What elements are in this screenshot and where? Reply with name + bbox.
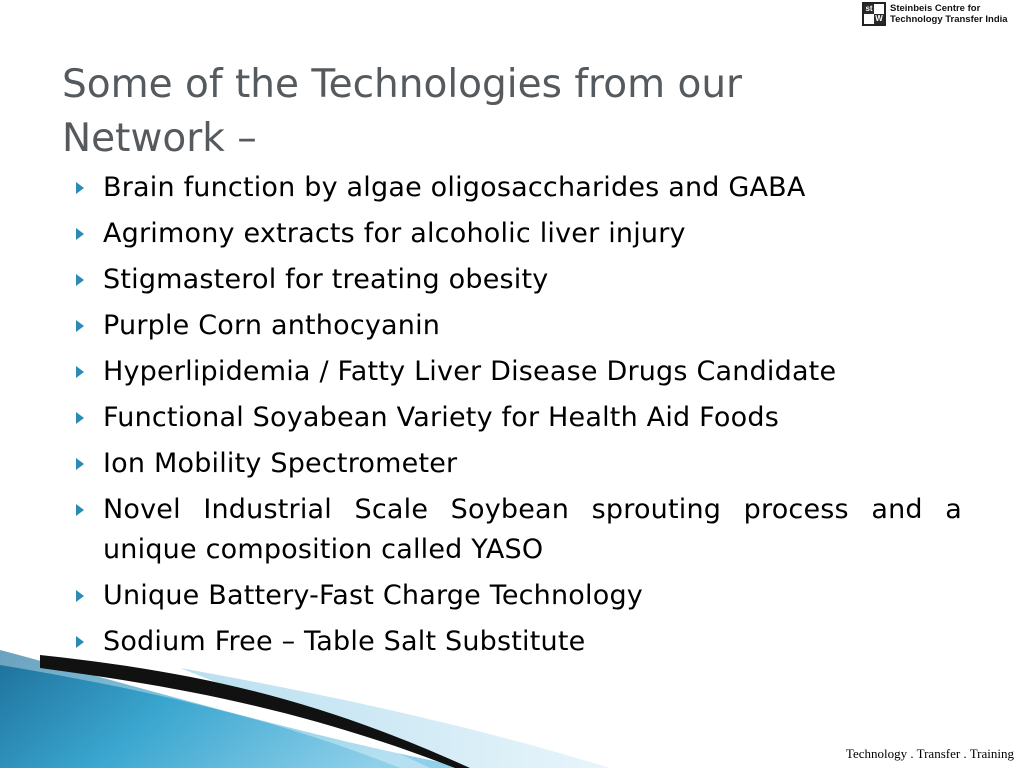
bullet-item	[72, 576, 962, 616]
bullet-text: Ion Mobility Spectrometer	[103, 448, 458, 479]
slide-title-line: Network –	[62, 116, 257, 161]
triangle-right-icon	[76, 636, 84, 648]
triangle-right-icon	[76, 228, 84, 240]
bullet-item	[72, 490, 962, 570]
bullet-item	[72, 306, 962, 346]
triangle-right-icon	[76, 590, 84, 602]
triangle-right-icon	[76, 182, 84, 194]
bullet-item	[72, 168, 962, 208]
bullet-text: Brain function by algae oligosaccharides and GABA	[103, 172, 806, 203]
bullet-item	[72, 444, 962, 484]
triangle-right-icon	[76, 320, 84, 332]
logo-text-line: Technology Transfer India	[890, 14, 1008, 25]
logo-text	[890, 3, 1008, 25]
logo-text-line: Steinbeis Centre for	[890, 3, 981, 14]
bullet-text: Agrimony extracts for alcoholic liver injury	[103, 218, 686, 249]
triangle-right-icon	[76, 412, 84, 424]
bullet-text: Purple Corn anthocyanin	[103, 310, 441, 341]
bullet-item	[72, 398, 962, 438]
triangle-right-icon	[76, 458, 84, 470]
triangle-right-icon	[76, 504, 84, 516]
slide-title	[62, 58, 942, 166]
triangle-right-icon	[76, 366, 84, 378]
bullet-item	[72, 214, 962, 254]
logo-mark-top: st	[865, 4, 873, 13]
logo-mark-blank	[874, 4, 884, 14]
bullet-item	[72, 260, 962, 300]
bullet-text: Novel Industrial Scale Soybean sprouting process and a unique composition called YASO	[103, 494, 962, 565]
footer-tagline: Technology . Transfer . Training	[845, 746, 1014, 761]
bullet-list	[72, 168, 962, 668]
bullet-text: Unique Battery-Fast Charge Technology	[103, 580, 643, 611]
logo-mark-bottom: W	[875, 14, 883, 23]
logo-mark-blank	[864, 14, 874, 24]
logo-mark-icon	[862, 2, 886, 26]
bullet-text: Sodium Free – Table Salt Substitute	[103, 626, 586, 657]
slide-title-line: Some of the Technologies from our	[62, 62, 743, 107]
bullet-item	[72, 352, 962, 392]
bullet-text: Stigmasterol for treating obesity	[103, 264, 549, 295]
bullet-item	[72, 622, 962, 662]
logo	[862, 2, 1008, 26]
triangle-right-icon	[76, 274, 84, 286]
bullet-text: Hyperlipidemia / Fatty Liver Disease Drugs Candidate	[103, 356, 837, 387]
bullet-text: Functional Soyabean Variety for Health Aid Foods	[103, 402, 779, 433]
